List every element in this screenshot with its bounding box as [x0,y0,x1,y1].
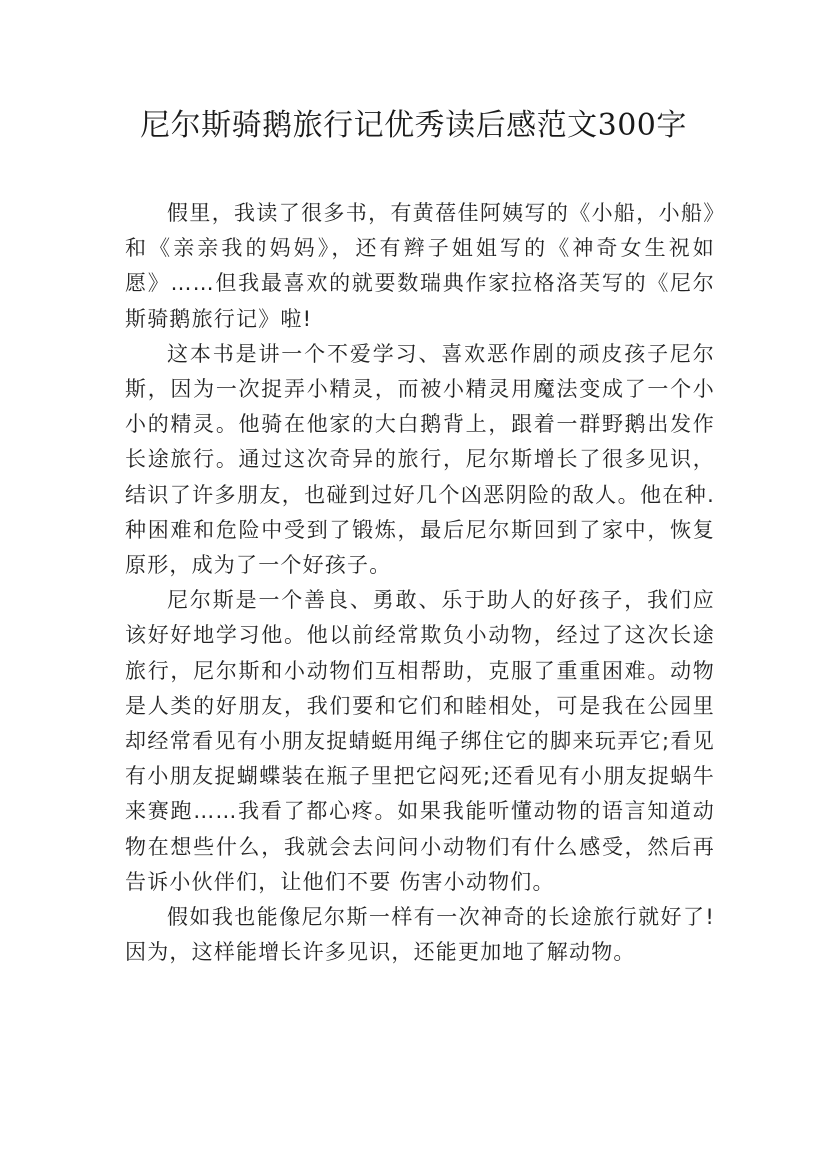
paragraph-1: 假里，我读了很多书，有黄蓓佳阿姨写的《小船，小船》和《亲亲我的妈妈》，还有辫子姐姐写的《神奇女生祝如愿》……但我最喜欢的就要数瑞典作家拉格洛芙写的《尼尔斯骑鹅旅行记》啦! [125,201,715,331]
paragraph-2: 这本书是讲一个不爱学习、喜欢恶作剧的顽皮孩子尼尔斯，因为一次捉弄小精灵，而被小精灵用魔法变成了一个小小的精灵。他骑在他家的大白鹅背上，跟着一群野鹅出发作长途旅行。通过这次奇异的旅行，尼尔斯增长了很多见识，结识了许多朋友，也碰到过好几个凶恶阴险的敌人。他在种.种困难和危险中受到了锻炼，最后尼尔斯回到了家中，恢复原形，成为了一个好孩子。 [125,341,715,578]
document-body [125,196,715,970]
paragraph-3: 尼尔斯是一个善良、勇敢、乐于助人的好孩子，我们应该好好地学习他。他以前经常欺负小动物，经过了这次长途旅行，尼尔斯和小动物们互相帮助，克服了重重困难。动物是人类的好朋友，我们要和它们和睦相处，可是我在公园里却经常看见有小朋友捉蜻蜓用绳子绑住它的脚来玩弄它;看见有小朋友捉蝴蝶装在瓶子里把它闷死;还看见有小朋友捉蜗牛来赛跑……我看了都心疼。如果我能听懂动物的语言知道动物在想些什么，我就会去问问小动物们有什么感受，然后再告诉小伙伴们，让他们不要 伤害小动物们。 [125,588,715,894]
paragraph-4: 假如我也能像尼尔斯一样有一次神奇的长途旅行就好了!因为，这样能增长许多见识，还能更加地了解动物。 [125,905,715,965]
document-title: 尼尔斯骑鹅旅行记优秀读后感范文300字 [140,108,687,143]
